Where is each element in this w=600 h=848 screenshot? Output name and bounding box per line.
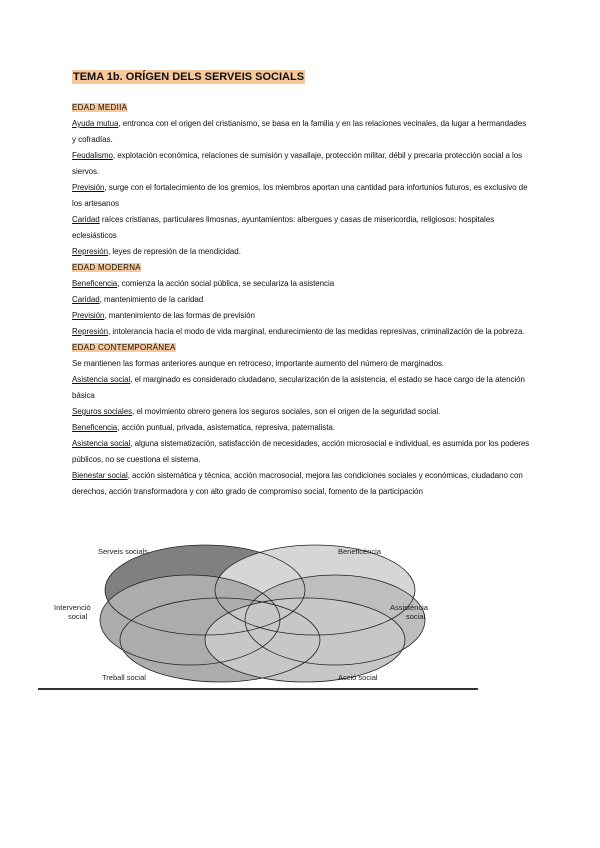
list-item: [72, 372, 532, 404]
term: Previsión: [72, 183, 105, 192]
section-heading-modern: EDAD MODERNA: [72, 263, 141, 272]
label-treball-social: Treball social: [102, 673, 146, 682]
section-intro: Se mantienen las formas anteriores aunque en retroceso, importante aumento del número de marginados.: [72, 359, 445, 368]
list-item: [72, 308, 532, 324]
term: Asistencia social: [72, 375, 131, 384]
definition: , alguna sistematización, satisfacción de necesidades, acción microsocial e individual, es asumida por los poderes públicos, no se cuestiona el sistema.: [72, 439, 530, 464]
venn-ellipses: [100, 545, 425, 682]
definition: , mantenimiento de la caridad: [99, 295, 204, 304]
definition: , acción sistemática y técnica, acción macrosocial, mejora las condiciones sociales y económicas, ciudadano con derechos, acción transformadora y con alto grado de compromiso social, fomento de la participación: [72, 471, 523, 496]
label-accio-social: Acció social: [338, 673, 378, 682]
list-item: [72, 420, 532, 436]
definition: , surge con el fortalecimiento de los gremios, los miembros aportan una cantidad para infortunios futuros, es exclusivo de los artesanos: [72, 183, 528, 208]
ellipse-accio-social: [205, 598, 405, 682]
definition: , mantenimiento de las formas de previsión: [104, 311, 255, 320]
label-assistencia-2: social: [406, 612, 426, 621]
definition: , entronca con el origen del cristianismo, se basa en la familia y en las relaciones vecinales, da lugar a hermandades y cofradías.: [72, 119, 527, 144]
term: Represión: [72, 247, 109, 256]
definition: , acción puntual, privada, asistematica, represiva, paternalista.: [117, 423, 335, 432]
label-assistencia-1: Assistència: [390, 603, 428, 612]
list-item: [72, 148, 532, 180]
definition: , el marginado es considerado ciudadano, secularización de la asistencia, el estado se hace cargo de la atención básica: [72, 375, 525, 400]
venn-diagram: [50, 540, 470, 685]
term: Beneficencia: [72, 279, 118, 288]
label-beneficencia: Beneficència: [338, 547, 381, 556]
list-item: [72, 436, 532, 468]
definition: raíces cristianas, particulares limosnas, ayuntamientos: albergues y casas de misericordia, religiosos: hospitales eclesiásticos: [72, 215, 495, 240]
list-item: [72, 180, 532, 212]
term: Feudalismo: [72, 151, 113, 160]
definition: , intolerancia hacia el modo de vida marginal, endurecimiento de las medidas represivas, criminalización de la pobreza.: [108, 327, 525, 336]
page-title: TEMA 1b. ORÍGEN DELS SERVEIS SOCIALS: [73, 71, 305, 83]
term: Asistencia social: [72, 439, 131, 448]
list-item: [72, 116, 532, 148]
list-item: [72, 468, 532, 500]
definition: , leyes de represión de la mendicidad.: [108, 247, 241, 256]
document-body: [72, 100, 532, 500]
term: Ayuda mutua: [72, 119, 119, 128]
list-item: [72, 276, 532, 292]
definition: , el movimiento obrero genera los seguros sociales, son el origen de la seguridad social.: [132, 407, 441, 416]
list-item: [72, 212, 532, 244]
term: Represión: [72, 327, 109, 336]
list-item: [72, 324, 532, 340]
term: Bienestar social: [72, 471, 128, 480]
term: Caridad: [72, 295, 100, 304]
term: Previsión: [72, 311, 105, 320]
list-item: [72, 404, 532, 420]
label-intervencio-1: Intervenció: [54, 603, 91, 612]
term: Seguros sociales: [72, 407, 133, 416]
definition: , explotación económica, relaciones de sumisión y vasallaje, protección militar, débil y precaria protección social a los siervos.: [72, 151, 523, 176]
list-item: [72, 292, 532, 308]
term: Caridad: [72, 215, 100, 224]
label-intervencio-2: social: [68, 612, 88, 621]
label-serveis-socials: Serveis socials: [98, 547, 149, 556]
definition: , comienza la acción social pública, se seculariza la asistencia: [117, 279, 335, 288]
term: Beneficencia: [72, 423, 118, 432]
section-heading-contemporary: EDAD CONTEMPORÁNEA: [72, 343, 176, 352]
list-item: [72, 244, 532, 260]
section-heading-medieval: EDAD MEDIIA: [72, 103, 128, 112]
horizontal-rule: [38, 688, 478, 690]
